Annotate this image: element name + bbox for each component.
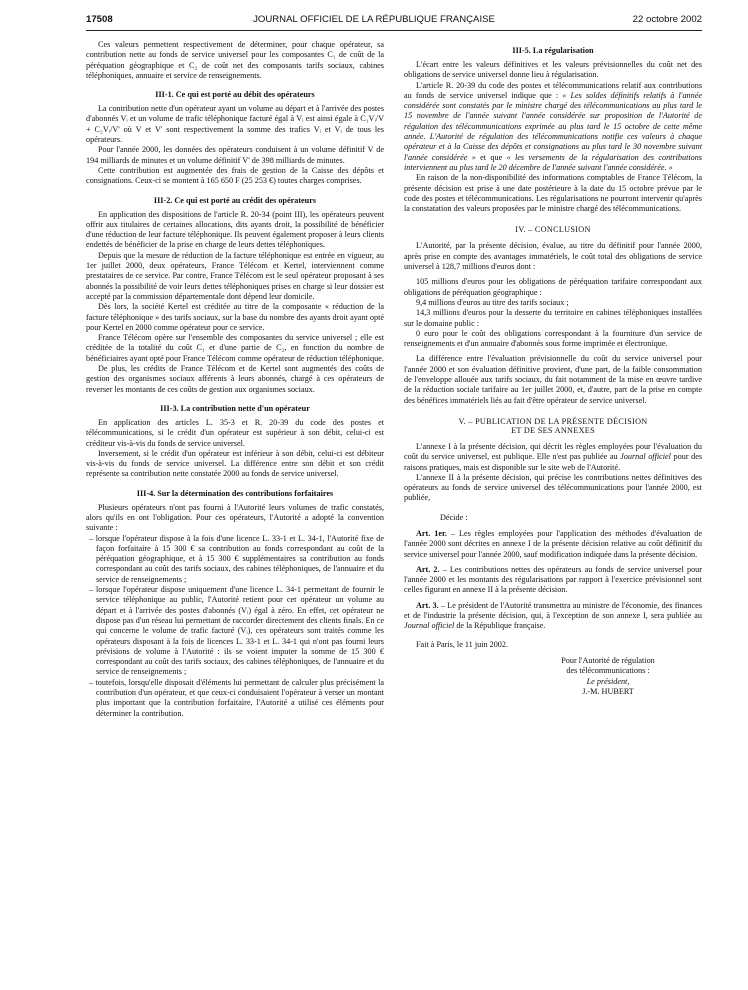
section-heading: III-3. La contribution nette d'un opérateur [160, 403, 310, 413]
list-item: – toutefois, lorsqu'elle disposait d'éléments lui permettant de calculer plus précisément la contribution d'un opérateur, et que ceux-ci conduisaient l'opérateur à verser un montant plus important que la contribution forfaitaire, l'Autorité a utilisé ces éléments pour déterminer la contribution. [86, 678, 384, 719]
signature-name: J.-M. HUBERT [582, 686, 634, 696]
paragraph: Pour l'année 2000, les données des opérateurs conduisent à un volume définitif V de 194 milliards de minutes et un volume définitif V' de 398 milliards de minutes. [86, 145, 384, 165]
article-1 [404, 529, 702, 560]
paragraph: L'Autorité, par la présente décision, évalue, au titre du définitif pour l'année 2000, après prise en compte des avantages immatériels, le coût total des obligations de service universel à 128,7 millions d'euros dont : [404, 241, 702, 272]
paragraph: En raison de la non-disponibilité des informations comptables de France Télécom, la présente décision est prise à une date postérieure à la date du 15 octobre prévue par le code des postes et télécommunications. Les régularisations ne pourront intervenir qu'après la constatation des valeurs proposées par le ministre chargé des télécommunications. [404, 173, 702, 214]
section-heading: III-2. Ce qui est porté au crédit des opérateurs [153, 195, 317, 205]
signature-title [514, 677, 702, 687]
journal-title: JOURNAL OFFICIEL DE LA RÉPUBLIQUE FRANÇAISE [253, 14, 495, 25]
article-label: Art. 1er. [416, 528, 447, 538]
paragraph: Plusieurs opérateurs n'ont pas fourni à l'Autorité leurs volumes de trafic constatés, alors qu'ils en ont l'obligation. Pour ces opérateurs, l'Autorité a adopté la convention suivante : [86, 502, 384, 533]
paragraph: Cette contribution est augmentée des frais de gestion de la Caisse des dépôts et consignations. Ceux-ci se montent à 165 650 F (25 253 €) toutes charges comprises. [86, 165, 384, 186]
article-text: de la République française. [456, 621, 546, 631]
quote-paragraph [404, 81, 702, 174]
text: pour des raisons pratiques, mais est disponible sur le site web de l'Autorité. [404, 452, 703, 472]
quote: « Les soldes définitifs relatifs à l'année considérée sont constatés par le ministre chargé des télécommunications au plus tard le 15 novembre de l'année suivant l'année considérée sur proposition de l'Autorité de régulation des télécommunications exprimée au plus tard le 15 octobre de cette même année. L'Autorité de régulation des télécommunications notifie ces valeurs à chaque opérateur et à la Caisse des dépôts et consignations au plus tard le 30 novembre suivant l'année considérée » [404, 90, 703, 162]
section-heading: V. – PUBLICATION DE LA PRÉSENTE DÉCISION [458, 416, 648, 426]
intro-paragraph: Ces valeurs permettent respectivement de déterminer, pour chaque opérateur, sa contribution nette au fonds de service universel pour les composantes C₁ de coût de la péréquation géographique et C₂ de coût net des composants tarifs sociaux, cabines téléphoniques, annuaire et service de renseignements. [86, 40, 384, 80]
article-text: – Les contributions nettes des opérateurs au fonds de service universel pour l'année 2000 et les montants des régularisations par rapport à l'exercice prévisionnel sont celles figurant en annexe II à la présente décision. [404, 564, 703, 595]
paragraph: 105 millions d'euros pour les obligations de péréquation tarifaire correspondant aux obligations de péréquation géographique : [404, 277, 702, 297]
decide-line: Décide : [440, 512, 468, 522]
paragraph: 9,4 millions d'euros au titre des tarifs sociaux ; [416, 297, 569, 307]
convention-list [86, 534, 384, 719]
paragraph: Depuis que la mesure de réduction de la facture téléphonique est entrée en vigueur, au 1er juillet 2000, deux opérateurs, France Télécom et Kertel, interviennent comme prestataires de ce service. Par contre, France Télécom est le seul opérateur proposant à ses abonnés la possibilité de voir leurs dettes téléphoniques prises en charge si leur dossier est accepté par la commission départementale dont dépend leur domicile. [86, 250, 384, 301]
text: L'article R. 20-39 du code des postes et télécommunications relatif aux contributions au fonds de service universel indique que : [404, 80, 702, 100]
section-heading: III-4. Sur la détermination des contributions forfaitaires [136, 488, 334, 498]
paragraph: France Télécom opère sur l'ensemble des composantes du service universel ; elle est créditée de la totalité du coût C₁ et d'une partie de C₂, en fonction du nombre de bénéficiaires ayant opté pour France Télécom comme opérateur de réduction téléphonique. [86, 333, 384, 363]
section-heading: III-1. Ce qui est porté au débit des opérateurs [155, 90, 315, 100]
section-heading-line2: ET DE SES ANNEXES [511, 425, 595, 435]
paragraph: La contribution nette d'un opérateur ayant un volume au départ et à l'arrivée des postes d'abonnés Vᵢ et un volume de trafic téléphonique facturé égal à Vᵢ est ainsi égale à C₁Vᵢ/V + C₂Vᵢ/V' où V et V' sont respectivement la somme des trafics Vᵢ et Vᵢ de tous les opérateurs. [86, 104, 384, 145]
text: L'annexe I à la présente décision, qui décrit les règles employées pour l'évaluation du coût du service universel, est publique. Elle n'est pas publiée au [404, 441, 702, 462]
paragraph: Inversement, si le crédit d'un opérateur est inférieur à son débit, celui-ci est débiteur vis-à-vis du fonds de service universel. La différence entre son débit et son crédit représente sa contribution nette constatée 2000 au fonds de service universel. [86, 448, 384, 479]
section-heading: III-5. La régularisation [512, 46, 594, 55]
page-number: 17508 [86, 14, 113, 25]
quote: « les versements de la régularisation des contributions interviennent au plus tard le 20 décembre de l'année suivant l'année considérée. » [404, 152, 703, 172]
running-header [0, 14, 748, 28]
article-2 [404, 565, 702, 596]
place-date: Fait à Paris, le 11 juin 2002. [416, 639, 509, 649]
list-item: – lorsque l'opérateur dispose uniquement d'une licence L. 34-1 permettant de fournir le service téléphonique au public, l'Autorité retient pour cet opérateur un volume au départ et à l'arrivée des postes d'abonnés (Vᵢ) égal à zéro. En effet, cet opérateur ne dispose pas d'un réseau lui permettant de raccorder directement des clients finals. En ce qui concerne le volume de trafic facturé (Vᵢ), ces opérateurs sont traités comme les opérateurs disposant à la fois de licences L. 33-1 et L. 34-1 qui n'ont pas fourni leurs prévisions de volume à l'Autorité : ils se voient imputer la somme de 15 300 € correspondant au coût des tarifs sociaux, des cabines téléphoniques, de l'annuaire et du service de renseignements ; [86, 585, 384, 678]
text: et que [480, 152, 503, 162]
article-text: – Le président de l'Autorité transmettra au ministre de l'économie, des finances et de l'industrie la présente décision, qui, à l'exception de son annexe I, sera publiée au [404, 600, 703, 621]
journal-name: Journal officiel [404, 621, 455, 631]
paragraph: En application des dispositions de l'article R. 20-34 (point III), les opérateurs peuvent offrir aux titulaires de certaines allocations, dits ayants droit, la possibilité de bénéficier d'une réduction de leur facture téléphonique. Ils peuvent également proposer à leurs clients endettés de bénéficier de la prise en charge de leurs dettes téléphoniques. [86, 209, 384, 250]
list-item: – lorsque l'opérateur dispose à la fois d'une licence L. 33-1 et L. 34-1, l'Autorité fixe de façon forfaitaire à 15 300 € sa contribution au fonds correspondant au coût de la péréquation géographique, et à 15 300 € supplémentaires sa contribution au fonds correspondant au coût des tarifs sociaux, des cabines téléphoniques, de l'annuaire et du service de renseignements ; [86, 534, 384, 585]
section-heading: IV. – CONCLUSION [515, 225, 591, 235]
signature-line: des télécommunications : [566, 666, 650, 676]
paragraph: L'annexe II à la présente décision, qui précise les contributions nettes définitives des opérateurs au fonds de service universel des télécommunications pour l'année 2000, est publiée, [404, 472, 702, 503]
left-column [86, 40, 384, 719]
signature-line: Pour l'Autorité de régulation [561, 655, 655, 665]
article-text: – Les règles employées pour l'application des méthodes d'évaluation de l'année 2000 sont décrites en annexe I de la présente décision relative au coût définitif du service universel pour l'année 2000, sauf modification indiquée dans la présente décision. [404, 528, 702, 559]
paragraph [404, 442, 702, 473]
paragraph: En application des articles L. 35-3 et R. 20-39 du code des postes et télécommunications, si le crédit d'un opérateur est supérieur à son débit, celui-ci est créditeur vis-à-vis du fonds de service universel. [86, 417, 384, 448]
article-label: Art. 2. [416, 564, 440, 574]
paragraph: Dès lors, la société Kertel est créditée au titre de la composante « réduction de la facture téléphonique » des tarifs sociaux, sur la base du nombre des ayants droit ayant opté pour Kertel en 2000 comme opérateur pour ce service. [86, 302, 384, 332]
issue-date: 22 octobre 2002 [632, 14, 702, 25]
signature-title-text: Le président, [586, 676, 630, 686]
paragraph: 0 euro pour le coût des obligations correspondant à la fourniture d'un service de renseignements et d'un annuaire d'abonnés sous forme imprimée et électronique. [404, 328, 702, 349]
paragraph: La différence entre l'évaluation prévisionnelle du coût du service universel pour l'année 2000 et son évaluation définitive provient, d'une part, de la faible consommation de l'enveloppe allouée aux tarifs sociaux, du fait notamment de la mise en œuvre tardive de la réduction sociale tarifaire au 1er juillet 2000, et, d'autre, part de la prise en compte des bénéfices immatériels liés au fait d'être opérateur de service universel. [404, 354, 702, 405]
journal-name: Journal officiel [620, 452, 671, 462]
paragraph: L'écart entre les valeurs définitives et les valeurs prévisionnelles du coût net des obligations de service universel donne lieu à régularisation. [404, 60, 702, 80]
header-rule [86, 30, 702, 31]
right-column [404, 40, 702, 697]
article-3 [404, 601, 702, 632]
paragraph: 14,3 millions d'euros pour la desserte du territoire en cabines téléphoniques installées sur le domaine public : [404, 308, 702, 328]
article-label: Art. 3. [416, 600, 439, 610]
paragraph: De plus, les crédits de France Télécom et de Kertel sont augmentés des coûts de gestion des organismes sociaux afférents à leurs abonnés, chargé à ces opérateurs de reverser les montants de ces coûts de gestion aux organismes sociaux. [86, 364, 384, 394]
